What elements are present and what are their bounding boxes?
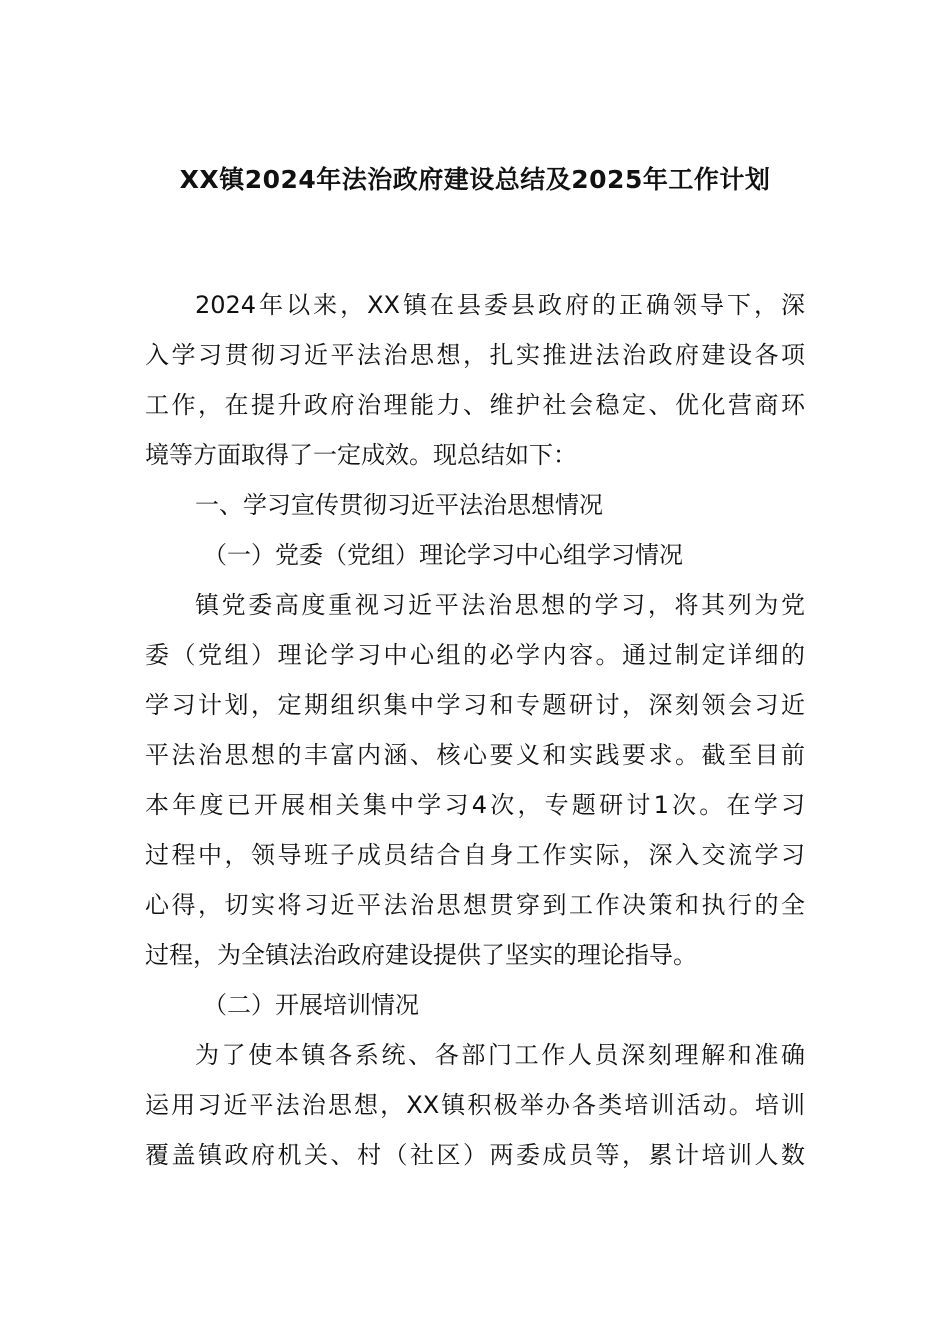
line-text: 覆盖镇政府机关、村（社区）两委成员等，累计培训人数 <box>145 1141 805 1169</box>
line-text: 本年度已开展相关集中学习4次，专题研讨1次。在学习 <box>145 791 805 819</box>
paragraph-line <box>145 280 805 330</box>
document-body <box>145 280 805 1180</box>
paragraph-line <box>145 330 805 380</box>
paragraph-line <box>145 1080 805 1130</box>
paragraph-line <box>145 1130 805 1180</box>
line-text: 心得，切实将习近平法治思想贯穿到工作决策和执行的全 <box>145 891 805 919</box>
paragraph-line <box>145 980 805 1030</box>
paragraph-line <box>145 1030 805 1080</box>
line-text: 境等方面取得了一定成效。现总结如下： <box>145 441 577 469</box>
paragraph-line <box>145 830 805 880</box>
document-title: XX镇2024年法治政府建设总结及2025年工作计划 <box>179 165 771 194</box>
paragraph-line <box>145 430 805 480</box>
line-text: 工作，在提升政府治理能力、维护社会稳定、优化营商环 <box>145 391 805 419</box>
line-text: 入学习贯彻习近平法治思想，扎实推进法治政府建设各项 <box>145 341 805 369</box>
paragraph-line <box>145 530 805 580</box>
line-text: 学习计划，定期组织集中学习和专题研讨，深刻领会习近 <box>145 691 805 719</box>
paragraph-line <box>145 680 805 730</box>
paragraph-line <box>145 380 805 430</box>
line-text: 委（党组）理论学习中心组的必学内容。通过制定详细的 <box>145 641 805 669</box>
line-text: （一）党委（党组）理论学习中心组学习情况 <box>203 541 683 569</box>
line-text: 平法治思想的丰富内涵、核心要义和实践要求。截至目前 <box>145 741 805 769</box>
line-text: 镇党委高度重视习近平法治思想的学习，将其列为党 <box>195 591 805 619</box>
line-text: 过程中，领导班子成员结合自身工作实际，深入交流学习 <box>145 841 805 869</box>
paragraph-line <box>145 780 805 830</box>
paragraph-line <box>145 480 805 530</box>
line-text: 过程，为全镇法治政府建设提供了坚实的理论指导。 <box>145 941 697 969</box>
line-text: 为了使本镇各系统、各部门工作人员深刻理解和准确 <box>195 1041 805 1069</box>
paragraph-line <box>145 630 805 680</box>
paragraph-line <box>145 930 805 980</box>
paragraph-line <box>145 730 805 780</box>
line-text: 2024年以来，XX镇在县委县政府的正确领导下，深 <box>195 291 805 319</box>
line-text: 一、学习宣传贯彻习近平法治思想情况 <box>195 491 603 519</box>
paragraph-line <box>145 580 805 630</box>
line-text: （二）开展培训情况 <box>203 991 419 1019</box>
line-text: 运用习近平法治思想，XX镇积极举办各类培训活动。培训 <box>145 1091 805 1119</box>
paragraph-line <box>145 880 805 930</box>
